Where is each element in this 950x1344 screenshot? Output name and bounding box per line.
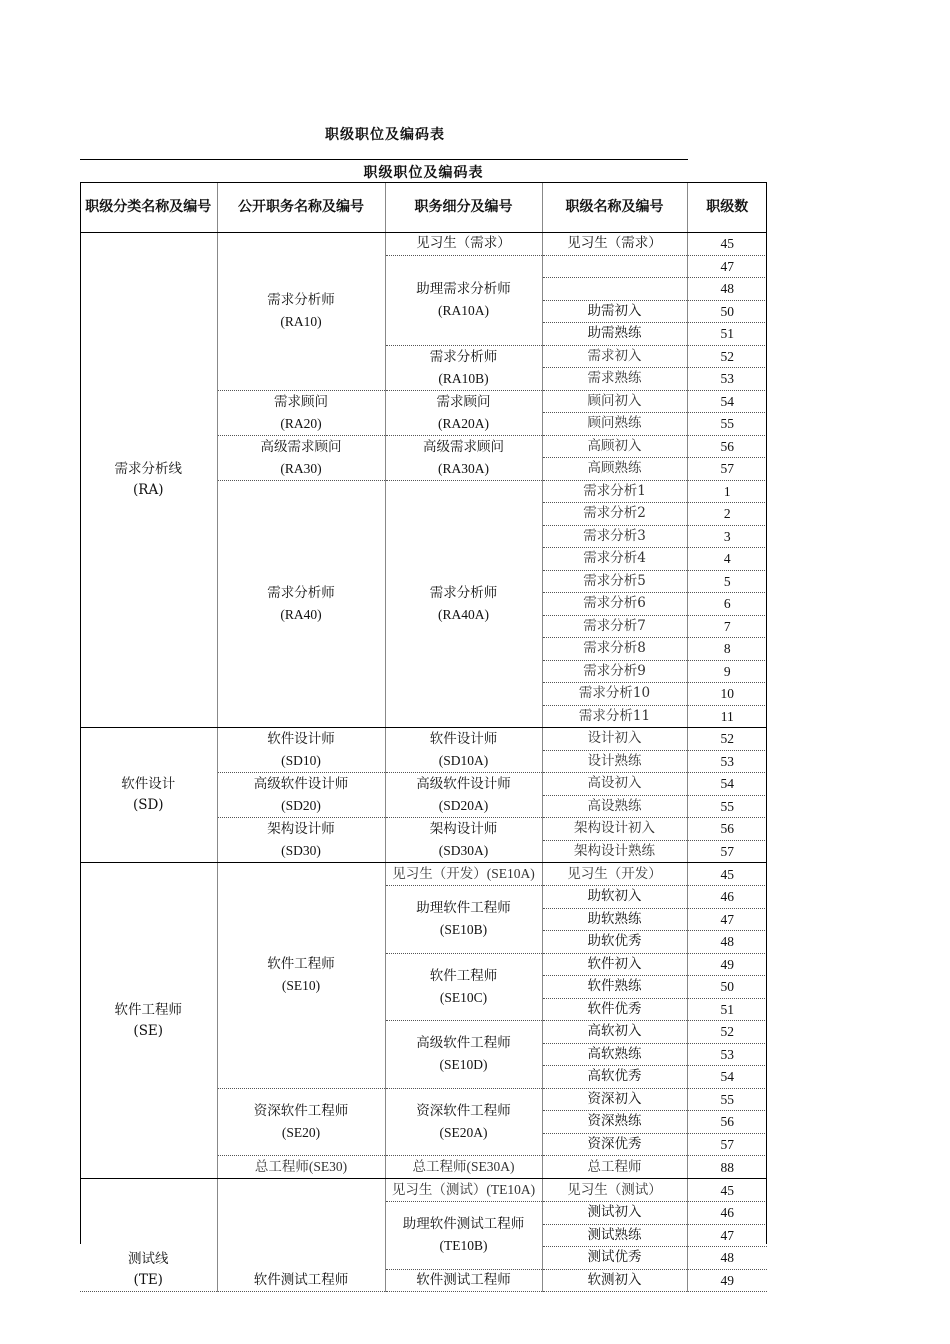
position-ra10: 需求分析师 (RA10) (217, 233, 385, 391)
level-number: 45 (687, 1179, 767, 1202)
level-number: 53 (687, 750, 767, 773)
category-se: 软件工程师 (SE) (80, 863, 217, 1179)
sub-te10a: 见习生（测试）(TE10A) (385, 1179, 542, 1202)
category-te: 测试线 (TE) (80, 1179, 217, 1292)
level-name: 助软初入 (542, 886, 687, 909)
level-name: 需求分析10 (542, 683, 687, 706)
level-number: 2 (687, 503, 767, 526)
sub-ra10-intern: 见习生（需求） (385, 233, 542, 256)
level-name: 测试初入 (542, 1202, 687, 1225)
level-name: 软件优秀 (542, 998, 687, 1021)
level-name: 架构设计初入 (542, 818, 687, 841)
position-se10: 软件工程师 (SE10) (217, 863, 385, 1089)
level-name: 需求分析4 (542, 548, 687, 571)
level-name: 需求分析8 (542, 638, 687, 661)
level-number: 54 (687, 773, 767, 796)
level-number: 88 (687, 1156, 767, 1179)
sub-ra30a: 高级需求顾问 (RA30A) (385, 435, 542, 480)
table-row (80, 233, 767, 256)
sub-se10b: 助理软件工程师 (SE10B) (385, 886, 542, 954)
position-ra40: 需求分析师 (RA40) (217, 480, 385, 728)
level-name: 高软优秀 (542, 1066, 687, 1089)
position-ra30: 高级需求顾问 (RA30) (217, 435, 385, 480)
position-sd20: 高级软件设计师 (SD20) (217, 773, 385, 818)
sub-se10a: 见习生（开发）(SE10A) (385, 863, 542, 886)
level-name: 软件熟练 (542, 976, 687, 999)
level-number: 5 (687, 570, 767, 593)
level-name: 资深优秀 (542, 1133, 687, 1156)
position-sd30: 架构设计师 (SD30) (217, 818, 385, 863)
level-number: 57 (687, 458, 767, 481)
level-number: 50 (687, 976, 767, 999)
level-name: 软件初入 (542, 953, 687, 976)
level-number: 4 (687, 548, 767, 571)
level-number: 55 (687, 413, 767, 436)
level-name: 助软熟练 (542, 908, 687, 931)
level-name: 需求分析11 (542, 705, 687, 728)
table-frame (80, 182, 767, 1288)
table-title: 职级职位及编码表 (363, 165, 484, 181)
level-number: 56 (687, 1111, 767, 1134)
table-row (80, 728, 767, 751)
level-name: 高设初入 (542, 773, 687, 796)
level-name: 助软优秀 (542, 931, 687, 954)
level-number: 46 (687, 1202, 767, 1225)
level-number: 52 (687, 345, 767, 368)
level-number: 57 (687, 840, 767, 863)
level-name: 助需初入 (542, 300, 687, 323)
level-name: 需求分析5 (542, 570, 687, 593)
category-sd: 软件设计 (SD) (80, 728, 217, 863)
level-name: 资深初入 (542, 1088, 687, 1111)
level-number: 52 (687, 1021, 767, 1044)
level-name (542, 255, 687, 278)
level-name: 见习生（需求） (542, 233, 687, 256)
position-te10: 软件测试工程师 (217, 1179, 385, 1292)
level-name: 高软初入 (542, 1021, 687, 1044)
sub-ra10b: 需求分析师 (RA10B) (385, 345, 542, 390)
document-title: 职级职位及编码表 (325, 127, 445, 143)
level-name: 设计熟练 (542, 750, 687, 773)
level-number: 45 (687, 233, 767, 256)
level-number: 47 (687, 255, 767, 278)
level-name: 设计初入 (542, 728, 687, 751)
position-se20: 资深软件工程师 (SE20) (217, 1088, 385, 1156)
sub-ra10a: 助理需求分析师 (RA10A) (385, 255, 542, 345)
level-name: 总工程师 (542, 1156, 687, 1179)
sub-se20a: 资深软件工程师 (SE20A) (385, 1088, 542, 1156)
level-number: 54 (687, 1066, 767, 1089)
level-number: 51 (687, 323, 767, 346)
level-name: 高顾初入 (542, 435, 687, 458)
job-level-table (80, 182, 767, 1292)
level-name: 测试优秀 (542, 1247, 687, 1270)
level-number: 47 (687, 1224, 767, 1247)
header-level-number: 职级数 (687, 182, 767, 233)
sub-sd10a: 软件设计师 (SD10A) (385, 728, 542, 773)
level-name (542, 278, 687, 301)
level-number: 7 (687, 615, 767, 638)
position-se30: 总工程师(SE30) (217, 1156, 385, 1179)
level-number: 56 (687, 818, 767, 841)
sub-se10c: 软件工程师 (SE10C) (385, 953, 542, 1021)
level-number: 57 (687, 1133, 767, 1156)
level-name: 高顾熟练 (542, 458, 687, 481)
level-number: 1 (687, 480, 767, 503)
level-name: 见习生（开发） (542, 863, 687, 886)
level-name: 需求熟练 (542, 368, 687, 391)
level-name: 顾问初入 (542, 390, 687, 413)
level-name: 测试熟练 (542, 1224, 687, 1247)
position-ra20: 需求顾问 (RA20) (217, 390, 385, 435)
level-number: 46 (687, 886, 767, 909)
level-name: 架构设计熟练 (542, 840, 687, 863)
level-name: 需求分析1 (542, 480, 687, 503)
level-name: 顾问熟练 (542, 413, 687, 436)
sub-ra20a: 需求顾问 (RA20A) (385, 390, 542, 435)
level-number: 55 (687, 795, 767, 818)
level-name: 需求分析7 (542, 615, 687, 638)
header-row (80, 182, 767, 233)
level-number: 3 (687, 525, 767, 548)
level-name: 见习生（测试） (542, 1179, 687, 1202)
header-category: 职级分类名称及编号 (80, 182, 217, 233)
level-name: 需求分析6 (542, 593, 687, 616)
sub-se30a: 总工程师(SE30A) (385, 1156, 542, 1179)
level-number: 52 (687, 728, 767, 751)
level-number: 45 (687, 863, 767, 886)
category-ra: 需求分析线 (RA) (80, 233, 217, 728)
level-name: 需求分析3 (542, 525, 687, 548)
level-name: 软测初入 (542, 1269, 687, 1292)
sub-se10d: 高级软件工程师 (SE10D) (385, 1021, 542, 1089)
level-name: 高设熟练 (542, 795, 687, 818)
level-name: 助需熟练 (542, 323, 687, 346)
level-number: 49 (687, 953, 767, 976)
level-number: 47 (687, 908, 767, 931)
table-row (80, 863, 767, 886)
level-number: 50 (687, 300, 767, 323)
level-name: 资深熟练 (542, 1111, 687, 1134)
header-subdivision: 职务细分及编号 (385, 182, 542, 233)
level-number: 10 (687, 683, 767, 706)
title-rule (80, 159, 688, 160)
table-row (80, 1179, 767, 1202)
level-number: 8 (687, 638, 767, 661)
sub-sd30a: 架构设计师 (SD30A) (385, 818, 542, 863)
level-number: 49 (687, 1269, 767, 1292)
header-level-name: 职级名称及编号 (542, 182, 687, 233)
level-number: 11 (687, 705, 767, 728)
level-number: 51 (687, 998, 767, 1021)
level-number: 9 (687, 660, 767, 683)
level-number: 56 (687, 435, 767, 458)
level-number: 53 (687, 1043, 767, 1066)
level-number: 54 (687, 390, 767, 413)
level-number: 55 (687, 1088, 767, 1111)
level-number: 48 (687, 1247, 767, 1270)
level-number: 6 (687, 593, 767, 616)
sub-sd20a: 高级软件设计师 (SD20A) (385, 773, 542, 818)
position-sd10: 软件设计师 (SD10) (217, 728, 385, 773)
level-name: 需求分析2 (542, 503, 687, 526)
level-number: 53 (687, 368, 767, 391)
sub-te10b: 助理软件测试工程师 (TE10B) (385, 1202, 542, 1270)
sub-ra40a: 需求分析师 (RA40A) (385, 480, 542, 728)
level-number: 48 (687, 931, 767, 954)
header-position: 公开职务名称及编号 (217, 182, 385, 233)
level-name: 高软熟练 (542, 1043, 687, 1066)
sub-te10c: 软件测试工程师 (385, 1269, 542, 1292)
level-name: 需求分析9 (542, 660, 687, 683)
level-number: 48 (687, 278, 767, 301)
level-name: 需求初入 (542, 345, 687, 368)
